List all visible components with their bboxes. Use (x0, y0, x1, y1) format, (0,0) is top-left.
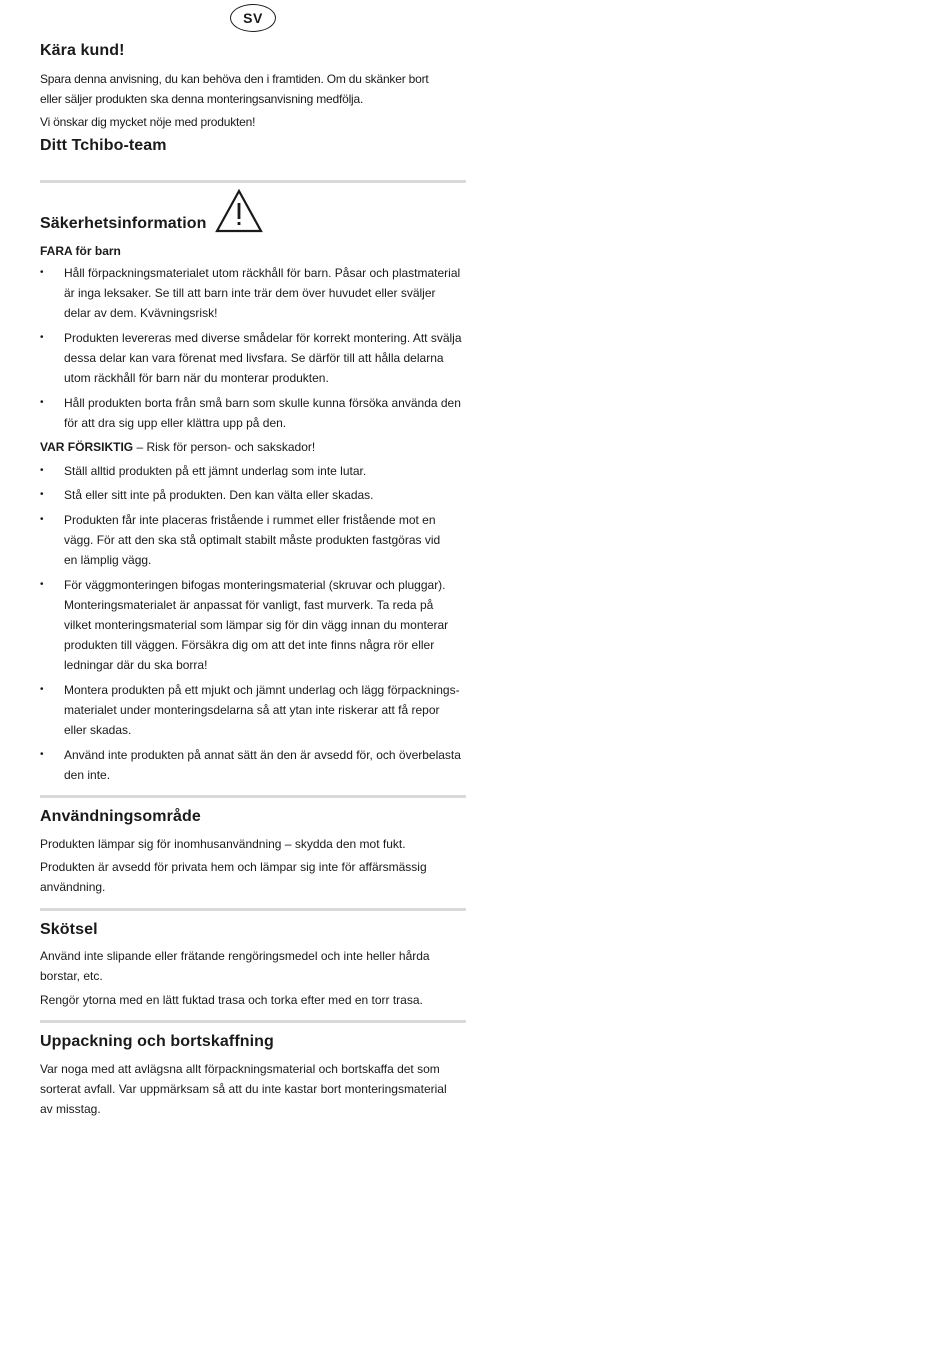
caution-list (40, 461, 466, 785)
usage-text-line: Produkten är avsedd för privata hem och lämpar sig inte för affärsmässig (40, 860, 427, 874)
list-item (40, 461, 466, 481)
disposal-heading: Uppackning och bortskaffning (40, 1033, 274, 1050)
greeting-wish: Vi önskar dig mycket nöje med produkten! (40, 115, 256, 129)
list-item (40, 680, 466, 740)
care-heading: Skötsel (40, 921, 98, 938)
list-item (40, 510, 466, 570)
greeting-text-line: Spara denna anvisning, du kan behöva den i framtiden. Om du skänker bort (40, 72, 429, 86)
danger-list (40, 263, 466, 433)
caution-line (40, 437, 466, 457)
danger-label: FARA för barn (40, 244, 121, 258)
section-divider (40, 795, 466, 798)
list-item-line: materialet under monteringsdelarna så att ytan inte riskerar att få repor (64, 703, 440, 717)
list-item-line: • Håll produkten borta från små barn som skulle kunna försöka använda den (64, 396, 461, 410)
section-divider (40, 908, 466, 911)
list-item-line: dessa delar kan vara förenat med livsfara. Se därför till att hålla delarna (64, 351, 444, 365)
care-text-line: borstar, etc. (40, 969, 103, 983)
list-item-line: vilket monteringsmaterial som lämpar sig för din vägg innan du monterar (64, 618, 449, 632)
signature: Ditt Tchibo-team (40, 137, 167, 154)
list-item-line: den inte. (64, 768, 111, 782)
list-item (40, 328, 466, 388)
list-item-line: • Ställ alltid produkten på ett jämnt underlag som inte lutar. (64, 464, 367, 478)
section-divider (40, 1020, 466, 1023)
list-item-line: • Håll förpackningsmaterialet utom räckhåll för barn. Påsar och plastmaterial (64, 266, 461, 280)
disposal-text-line: av misstag. (40, 1102, 101, 1116)
list-item (40, 263, 466, 323)
care-text: Rengör ytorna med en lätt fuktad trasa och torka efter med en torr trasa. (40, 993, 423, 1007)
section-divider (40, 180, 466, 183)
list-item-line: delar av dem. Kvävningsrisk! (64, 306, 218, 320)
list-item-line: produkten till väggen. Försäkra dig om att det inte finns några rör eller (64, 638, 435, 652)
greeting-heading: Kära kund! (40, 42, 125, 59)
list-item-line: Monteringsmaterialet är anpassat för vanligt, fast murverk. Ta reda på (64, 598, 434, 612)
list-item-line: för att dra sig upp eller klättra upp på den. (64, 416, 287, 430)
list-item-line: • Produkten levereras med diverse smådelar för korrekt montering. Att svälja (64, 331, 462, 345)
caution-text: – Risk för person- och sakskador! (133, 440, 316, 454)
list-item (40, 745, 466, 785)
disposal-text-line: Var noga med att avlägsna allt förpackningsmaterial och bortskaffa det som (40, 1062, 440, 1076)
list-item-line: • För väggmonteringen bifogas monteringsmaterial (skruvar och pluggar). (64, 578, 446, 592)
list-item-line: vägg. För att den ska stå optimalt stabilt måste produkten fastgöras vid (64, 533, 441, 547)
list-item (40, 485, 466, 505)
list-item-line: utom räckhåll för barn när du monterar produkten. (64, 371, 329, 385)
usage-heading: Användningsområde (40, 808, 201, 825)
usage-text: Produkten lämpar sig för inomhusanvändning – skydda den mot fukt. (40, 837, 406, 851)
caution-label: VAR FÖRSIKTIG (40, 440, 134, 454)
list-item (40, 393, 466, 433)
disposal-text-line: sorterat avfall. Var uppmärksam så att du inte kastar bort monteringsmaterial (40, 1082, 447, 1096)
usage-text-line: användning. (40, 880, 106, 894)
list-item-line: en lämplig vägg. (64, 553, 152, 567)
language-badge: SV (230, 4, 276, 32)
list-item (40, 575, 466, 675)
list-item-line: • Stå eller sitt inte på produkten. Den kan välta eller skadas. (64, 488, 374, 502)
safety-heading: Säkerhetsinformation (40, 215, 207, 232)
care-text-line: Använd inte slipande eller frätande rengöringsmedel och inte heller hårda (40, 949, 430, 963)
list-item-line: • Produkten får inte placeras fristående i rummet eller fristående mot en (64, 513, 436, 527)
list-item-line: är inga leksaker. Se till att barn inte trär dem över huvudet eller sväljer (64, 286, 436, 300)
greeting-text-line: eller säljer produkten ska denna monteringsanvisning medfölja. (40, 92, 364, 106)
list-item-line: • Montera produkten på ett mjukt och jämnt underlag och lägg förpacknings- (64, 683, 460, 697)
safety-heading-row (40, 188, 466, 234)
list-item-line: • Använd inte produkten på annat sätt än den är avsedd för, och överbelasta (64, 748, 461, 762)
list-item-line: ledningar där du ska borra! (64, 658, 208, 672)
list-item-line: eller skadas. (64, 723, 132, 737)
warning-triangle-icon (214, 188, 264, 234)
